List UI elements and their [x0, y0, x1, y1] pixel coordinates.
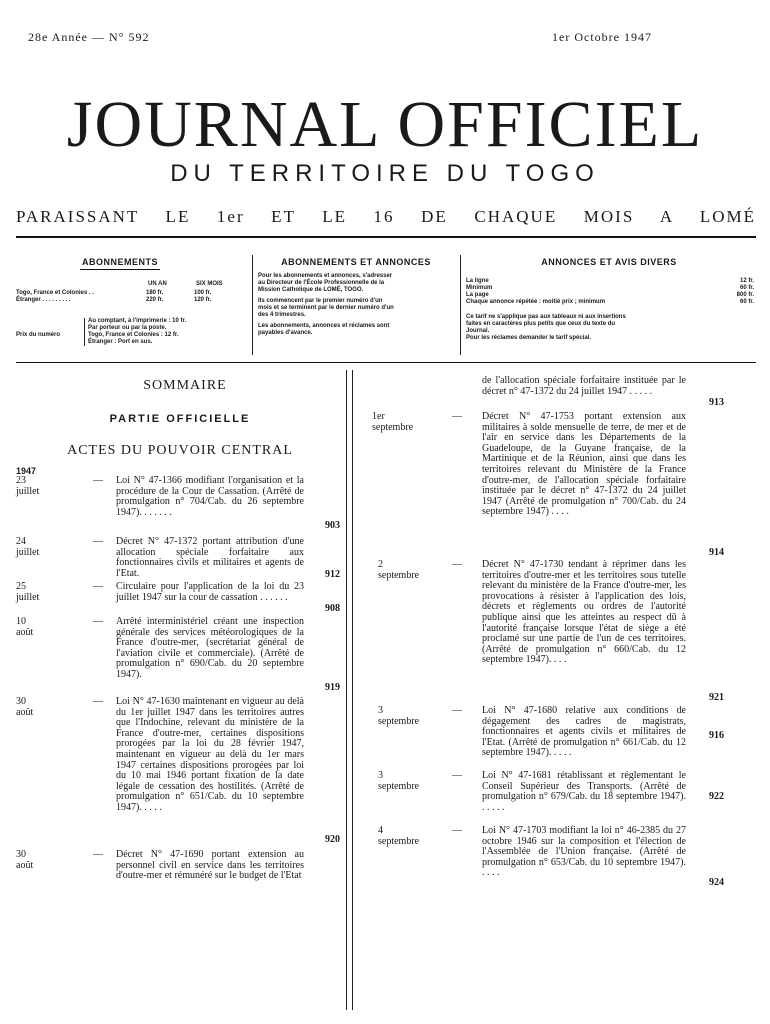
prix-numero-label: Prix du numéro	[16, 332, 61, 338]
abonnements-annonces-title: ABONNEMENTS ET ANNONCES	[281, 257, 431, 267]
entry-dash: —	[452, 705, 462, 716]
annonces-row	[466, 292, 754, 299]
sommaire-title: SOMMAIRE	[143, 378, 227, 393]
entry-dash: —	[93, 581, 103, 592]
issue-date: 1er Octobre 1947	[552, 30, 652, 44]
prix-line: Au comptant, à l'imprimerie : 10 fr.	[88, 318, 187, 324]
boxes-bottom-rule	[16, 362, 756, 363]
row-price: 60 fr.	[739, 285, 754, 291]
publication-tagline: PARAISSANT LE 1er ET LE 16 DE CHAQUE MOIS A LOMÉ	[16, 207, 756, 226]
entry-date: 4 septembre	[378, 825, 420, 847]
entry-text: Décret N° 47-1372 portant attribution d'une allocation spéciale forfaitaire aux fonctionnaires civils et militaires et agents de l'Etat.	[116, 536, 304, 579]
text-line: Mission Catholique de LOMÉ, TOGO.	[258, 287, 364, 293]
entry-dash: —	[93, 536, 103, 547]
row-an: 180 fr.	[146, 290, 164, 296]
entry-dash: —	[93, 616, 103, 627]
masthead-subtitle: DU TERRITOIRE DU TOGO	[170, 160, 600, 187]
entry-date: 1er septembre	[372, 411, 414, 433]
entry-text: Décret N° 47-1753 portant extension aux militaires à solde mensuelle de terre, de mer et de l'air en service dans les Départements de la Guadeloupe, de la Guyane française, de la Martinique et de la Réunion, ainsi que dans les territoires relevant du Ministère de la France d'outre-mer, de l'allocation spéciale forfaitaire instituée par le décret n° 47-1372 du 24 juillet 1947 (Arrêté de promulgation n° 700/Cab. du 24 septembre 1947) . . . .	[482, 411, 686, 518]
note-line: Journal.	[466, 328, 490, 334]
abonnements-col-six: SIX MOIS	[196, 281, 223, 287]
row-price: 800 fr.	[736, 292, 754, 298]
note-line: faites en caractères plus petits que ceux du texte du	[466, 321, 616, 327]
entry-text: Loi N° 47-1681 rétablissant et réglementant le Conseil Supérieur des Transports. (Arrêté de promulgation n° 679/Cab. du 18 septembre 1947). . . . . .	[482, 770, 686, 813]
abonnements-table	[16, 290, 256, 304]
note-line: Ce tarif ne s'applique pas aux tableaux ni aux insertions	[466, 314, 626, 320]
entry-page: 922	[709, 791, 724, 802]
abonnements-col-an: UN AN	[148, 281, 167, 287]
masthead-title: JOURNAL OFFICIEL	[66, 88, 704, 161]
entry-text: Arrêté interministériel créant une inspection générale des services météorologiques de la France d'outre-mer, (secrétariat général de l'aviation civile et commerciale). (Arrêté de promulgation n° 690/Cab. du 20 septembre 1947).	[116, 616, 304, 680]
box-divider	[460, 255, 461, 355]
prix-line: Togo, France et Colonies : 12 fr.	[88, 332, 179, 338]
entry-text: Loi N° 47-1366 modifiant l'organisation et la procédure de la Cour de Cassation. (Arrêté de promulgation n° 704/Cab. du 26 septembre 1947). . . . . . .	[116, 475, 304, 518]
entry-text: Décret N° 47-1730 tendant à réprimer dans les territoires d'outre-mer et les territoires sous tutelle relevant du ministère de la France d'outre-mer, les provocations à résister à l'application des lois, décrets et règlements ou ordres de l'autorité publique ainsi que les atteintes au respect dû à l'autorité française lorsque l'état de siège a été proclamé sur une partie de l'un de ces territoires. (Arrêté de promulgation n° 660/Cab. du 12 septembre 1947). . . .	[482, 559, 686, 666]
prix-line: Étranger : Port en sus.	[88, 339, 153, 345]
row-label: La ligne	[466, 278, 489, 284]
text-line: payables d'avance.	[258, 330, 313, 336]
row-price: 60 fr.	[739, 299, 754, 305]
section-heading: ACTES DU POUVOIR CENTRAL	[67, 443, 293, 458]
column-divider	[352, 370, 353, 1010]
abonnements-row	[16, 297, 256, 304]
row-six: 120 fr.	[194, 297, 212, 303]
entry-date: 23 juillet	[16, 475, 40, 497]
entry-dash: —	[93, 849, 103, 860]
entry-page: 921	[709, 692, 724, 703]
box-divider	[252, 255, 253, 355]
entry-date: 3 septembre	[378, 705, 420, 727]
prix-line: Par porteur ou par la poste.	[88, 325, 167, 331]
text-line: Ils commencent par le premier numéro d'un	[258, 298, 383, 304]
entry-date: 30 août	[16, 696, 34, 718]
annonces-row	[466, 299, 754, 306]
entry-dash: —	[452, 559, 462, 570]
entry-text: Décret N° 47-1690 portant extension au personnel civil en service dans les territoires d'outre-mer et rémunéré sur le budget de l'Etat	[116, 849, 304, 882]
row-label: Minimum	[466, 285, 493, 291]
prix-numero-details	[84, 318, 258, 346]
entry-page: 919	[325, 682, 340, 693]
abonnements-annonces-body	[258, 273, 456, 337]
text-line: Pour les abonnements et annonces, s'adresser	[258, 273, 393, 279]
entry-dash: —	[452, 770, 462, 781]
row-six: 100 fr.	[194, 290, 212, 296]
entry-date: 2 septembre	[378, 559, 420, 581]
entry-page: 903	[325, 520, 340, 531]
partie-officielle-heading: PARTIE OFFICIELLE	[109, 413, 251, 425]
entry-page: 914	[709, 547, 724, 558]
entry-text: Loi N° 47-1703 modifiant la loi n° 46-2385 du 27 octobre 1946 sur la composition et l'élection de l'Assemblée de l'Union française. (Arrêté de promulgation n° 653/Cab. du 10 septembre 1947). . . . .	[482, 825, 686, 879]
issue-number: 28e Année — N° 592	[28, 30, 150, 44]
entry-text: de l'allocation spéciale forfaitaire instituée par le décret n° 47-1372 du 24 juillet 1947 . . . . .	[482, 375, 686, 397]
text-line: mois et se terminent par le dernier numéro d'un	[258, 305, 394, 311]
annonces-table	[466, 278, 754, 342]
year-label: 1947	[16, 466, 37, 476]
abonnements-row	[16, 290, 256, 297]
entry-page: 924	[709, 877, 724, 888]
row-label: La page	[466, 292, 489, 298]
row-price: 12 fr.	[739, 278, 754, 284]
entry-page: 908	[325, 603, 340, 614]
abonnements-underline	[80, 269, 160, 270]
entry-page: 913	[709, 397, 724, 408]
entry-dash: —	[93, 475, 103, 486]
annonces-title: ANNONCES ET AVIS DIVERS	[541, 257, 677, 267]
row-label: Étranger . . . . . . . . .	[16, 297, 71, 303]
row-label: Chaque annonce répétée : moitié prix ; minimum	[466, 299, 606, 305]
spacer	[466, 306, 754, 314]
abonnements-title: ABONNEMENTS	[81, 257, 158, 267]
entry-date: 25 juillet	[16, 581, 40, 603]
annonces-row	[466, 285, 754, 292]
entry-date: 3 septembre	[378, 770, 420, 792]
entry-text: Loi N° 47-1630 maintenant en vigueur au delà du 1er juillet 1947 dans les territoires autres que l'Indochine, relevant du ministère de la France d'outre-mer, certaines dispositions prorogées par la loi du 28 février 1947, maintenant en vigueur au delà du 1er mars 1947 certaines dispositions prorogées par loi du 10 mai 1946 portant fixation de la date légale de cessation des hostilités. (Arrêté de promulgation n° 651/Cab. du 10 septembre 1947). . . . .	[116, 696, 304, 813]
text-line: Les abonnements, annonces et réclames sont	[258, 323, 390, 329]
row-an: 220 fr.	[146, 297, 164, 303]
entry-date: 10 août	[16, 616, 34, 638]
entry-dash: —	[452, 825, 462, 836]
text-line: au Directeur de l'École Professionnelle de la	[258, 280, 385, 286]
entry-dash: —	[452, 411, 462, 422]
row-label: Togo, France et Colonies . .	[16, 290, 94, 296]
column-divider	[346, 370, 347, 1010]
entry-page: 912	[325, 569, 340, 580]
entry-date: 24 juillet	[16, 536, 40, 558]
annonces-row	[466, 278, 754, 285]
entry-page: 920	[325, 834, 340, 845]
tagline-rule	[16, 236, 756, 238]
entry-date: 30 août	[16, 849, 34, 871]
entry-text: Loi N° 47-1680 relative aux conditions de dégagement des cadres de magistrats, fonctionnaires et agents civils et militaires de l'Etat. (Arrêté de promulgation n° 661/Cab. du 12 septembre 1947). . . . .	[482, 705, 686, 759]
entry-dash: —	[93, 696, 103, 707]
text-line: des 4 trimestres.	[258, 312, 306, 318]
entry-text: Circulaire pour l'application de la loi du 23 juillet 1947 sur la cour de cassation . . . . . .	[116, 581, 304, 603]
note-line: Pour les réclames demander le tarif spécial.	[466, 335, 592, 341]
entry-page: 916	[709, 730, 724, 741]
